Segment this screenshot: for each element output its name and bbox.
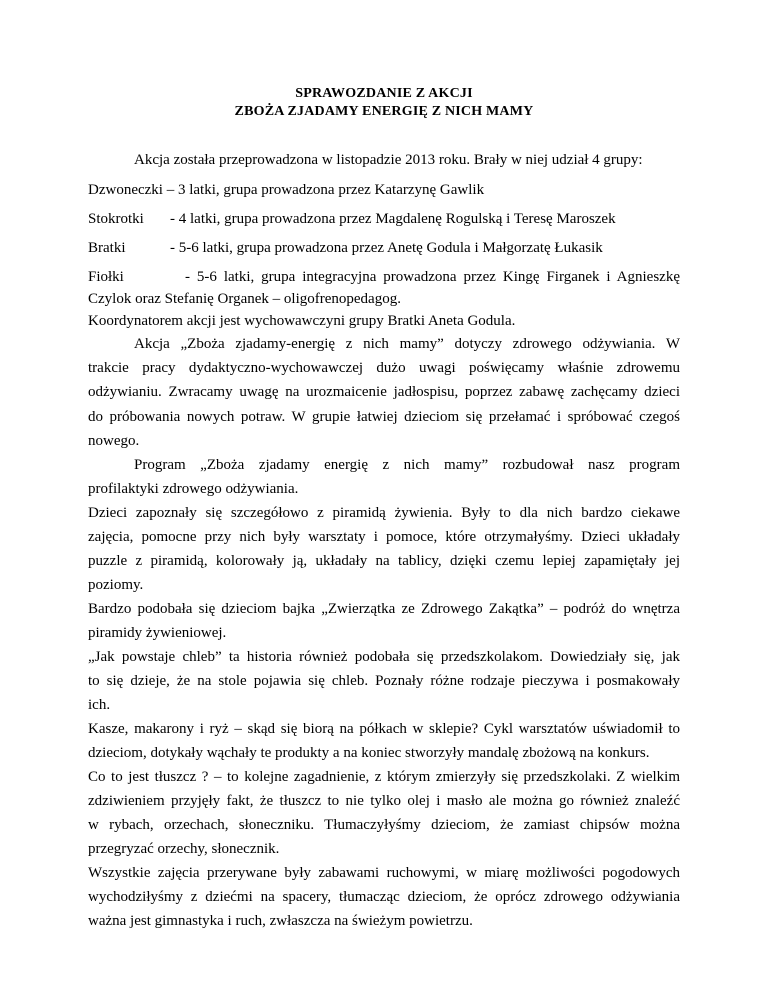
para5-line: ich. bbox=[88, 697, 111, 713]
intro-text: Akcja została przeprowadzona w listopadzie 2013 roku. Brały w niej udział 4 grupy: bbox=[134, 152, 643, 168]
group-dzwoneczki: Dzwoneczki – 3 latki, grupa prowadzona przez Katarzynę Gawlik bbox=[88, 182, 485, 198]
para3-line: zajęcia, pomocne przy nich były warsztaty i pomoce, które otrzymałyśmy. Dzieci układały bbox=[88, 529, 680, 545]
group-name-bratki: Bratki bbox=[88, 240, 126, 256]
para1-line: trakcie pracy dydaktyczno-wychowawczej dużo uwagi poświęcamy właśnie zdrowemu bbox=[88, 360, 680, 376]
para7-line: w rybach, orzechach, słoneczniku. Tłumaczyłyśmy dzieciom, że zamiast chipsów można bbox=[88, 817, 680, 833]
para4-line: piramidy żywieniowej. bbox=[88, 625, 227, 641]
coordinator-text: Koordynatorem akcji jest wychowawczyni grupy Bratki Aneta Godula. bbox=[88, 313, 516, 329]
para1-line: Akcja „Zboża zjadamy-energię z nich mamy” dotyczy zdrowego odżywiania. W bbox=[134, 336, 680, 352]
para1-line: nowego. bbox=[88, 433, 140, 449]
para6-line: dzieciom, dotykały wąchały te produkty a na koniec stworzyły mandalę zbożową na konkurs. bbox=[88, 745, 650, 761]
group-desc-stokrotki: - 4 latki, grupa prowadzona przez Magdalenę Rogulską i Teresę Maroszek bbox=[170, 211, 616, 227]
group-desc-bratki: - 5-6 latki, grupa prowadzona przez Anetę Godula i Małgorzatę Łukasik bbox=[170, 240, 603, 256]
para1-line: do próbowania nowych potraw. W grupie łatwiej dzieciom się przełamać i spróbować czegoś bbox=[88, 409, 680, 425]
para8-line: wychodziłyśmy z dziećmi na spacery, tłumacząc dzieciom, że oprócz zdrowego odżywiania bbox=[88, 889, 680, 905]
para8-line: Wszystkie zajęcia przerywane były zabawami ruchowymi, w miarę możliwości pogodowych bbox=[88, 865, 680, 881]
para5-line: to się dzieje, że na stole pojawia się chleb. Poznały różne rodzaje pieczywa i posmakowały bbox=[88, 673, 680, 689]
para3-line: puzzle z piramidą, kolorowały ją, układały na tablicy, dzięki czemu lepiej zapamiętały jej bbox=[88, 553, 680, 569]
para3-line: poziomy. bbox=[88, 577, 144, 593]
group-name-stokrotki: Stokrotki bbox=[88, 211, 144, 227]
para2-line: profilaktyki zdrowego odżywiania. bbox=[88, 481, 299, 497]
group-fiolki-cont: Czylok oraz Stefanię Organek – oligofrenopedagog. bbox=[88, 291, 401, 307]
group-desc-fiolki: - 5-6 latki, grupa integracyjna prowadzona przez Kingę Firganek i Agnieszkę bbox=[185, 269, 680, 285]
para3-line: Dzieci zapoznały się szczegółowo z piramidą żywienia. Były to dla nich bardzo ciekawe bbox=[88, 505, 680, 521]
para1-line: odżywianiu. Zwracamy uwagę na urozmaicenie jadłospisu, poprzez zabawę zachęcamy dzieci bbox=[88, 384, 680, 400]
para2-line: Program „Zboża zjadamy energię z nich mamy” rozbudował nasz program bbox=[134, 457, 680, 473]
para4-line: Bardzo podobała się dzieciom bajka „Zwierzątka ze Zdrowego Zakątka” – podróż do wnętrza bbox=[88, 601, 680, 617]
para7-line: przegryzać orzechy, słonecznik. bbox=[88, 841, 280, 857]
para8-line: ważna jest gimnastyka i ruch, zwłaszcza na świeżym powietrzu. bbox=[88, 913, 473, 929]
title-line-1: SPRAWOZDANIE Z AKCJI bbox=[295, 86, 473, 101]
para7-line: Co to jest tłuszcz ? – to kolejne zagadnienie, z którym zmierzyły się przedszkolaki. Z wielkim bbox=[88, 769, 680, 785]
para6-line: Kasze, makarony i ryż – skąd się biorą na półkach w sklepie? Cykl warsztatów uświadomił to bbox=[88, 721, 680, 737]
title-line-2: ZBOŻA ZJADAMY ENERGIĘ Z NICH MAMY bbox=[234, 104, 534, 119]
group-name-fiolki: Fiołki bbox=[88, 269, 124, 285]
para7-line: zdziwieniem przyjęły fakt, że tłuszcz to nie tylko olej i masło ale można go również znaleźć bbox=[88, 793, 680, 809]
para5-line: „Jak powstaje chleb” ta historia również podobała się przedszkolakom. Dowiedziały się, jak bbox=[88, 649, 680, 665]
